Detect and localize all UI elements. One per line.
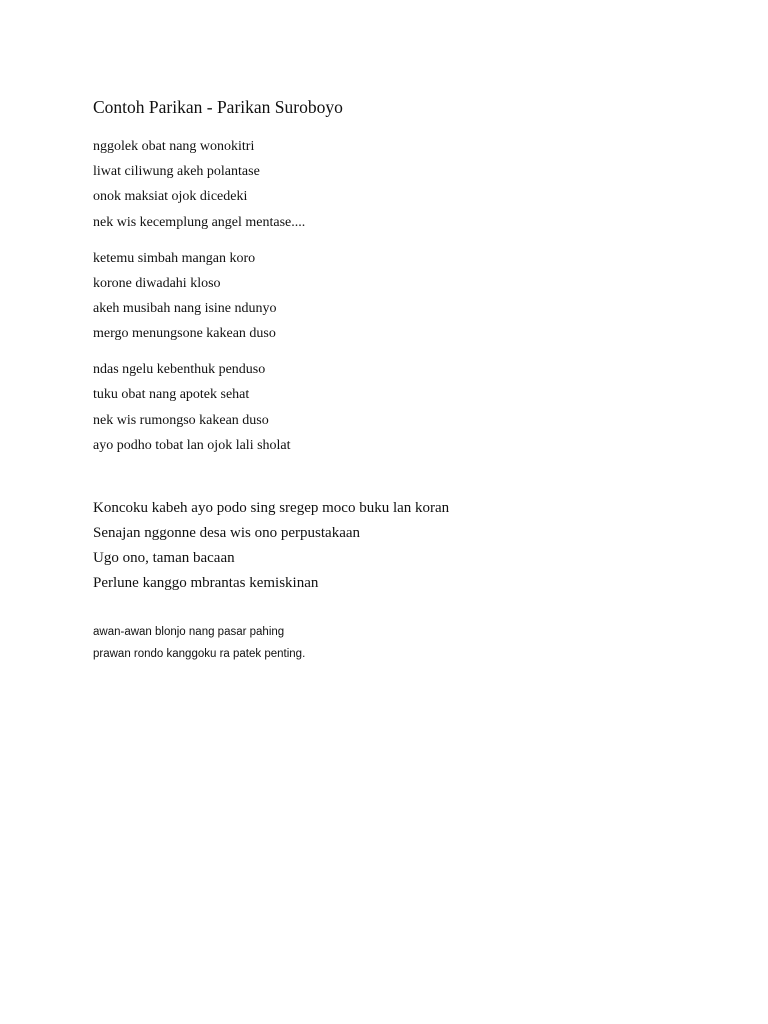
stanza-5-line-2: prawan rondo kanggoku ra patek penting. bbox=[93, 648, 306, 660]
document-title: Contoh Parikan - Parikan Suroboyo bbox=[93, 97, 343, 117]
stanza-4-line-4: Perlune kanggo mbrantas kemiskinan bbox=[93, 575, 319, 591]
stanza-3-line-2: tuku obat nang apotek sehat bbox=[93, 387, 250, 402]
stanza-5-line-1: awan-awan blonjo nang pasar pahing bbox=[93, 626, 285, 638]
stanza-1-line-1: nggolek obat nang wonokitri bbox=[93, 139, 255, 154]
stanza-1-line-4: nek wis kecemplung angel mentase.... bbox=[93, 215, 306, 230]
stanza-3-line-3: nek wis rumongso kakean duso bbox=[93, 413, 269, 428]
stanza-3-line-4: ayo podho tobat lan ojok lali sholat bbox=[93, 438, 291, 453]
stanza-1-line-3: onok maksiat ojok dicedeki bbox=[93, 189, 248, 204]
stanza-1-line-2: liwat ciliwung akeh polantase bbox=[93, 164, 260, 179]
stanza-2-line-3: akeh musibah nang isine ndunyo bbox=[93, 301, 277, 316]
stanza-4-line-2: Senajan nggonne desa wis ono perpustakaan bbox=[93, 525, 361, 541]
stanza-2-line-2: korone diwadahi kloso bbox=[93, 276, 221, 291]
stanza-2-line-1: ketemu simbah mangan koro bbox=[93, 251, 256, 266]
stanza-4-line-3: Ugo ono, taman bacaan bbox=[93, 550, 235, 566]
stanza-2-line-4: mergo menungsone kakean duso bbox=[93, 326, 276, 341]
stanza-4-line-1: Koncoku kabeh ayo podo sing sregep moco buku lan koran bbox=[93, 500, 450, 516]
stanza-3-line-1: ndas ngelu kebenthuk penduso bbox=[93, 362, 266, 377]
